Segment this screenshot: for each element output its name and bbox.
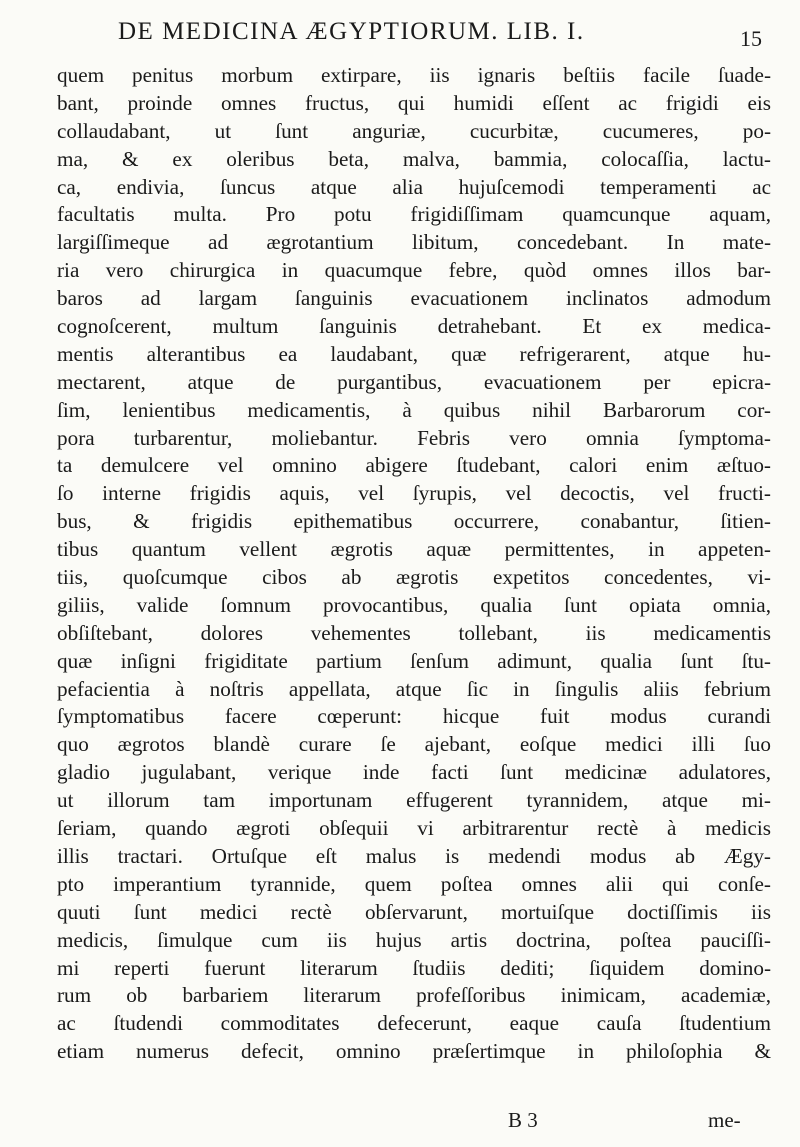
text-line: mentis alterantibus ea laudabant, quæ refrigerarent, atque hu-	[57, 341, 771, 366]
text-line: quo ægrotos blandè curare ſe ajebant, eoſque medici illi ſuo	[57, 732, 771, 757]
signature-mark: B 3	[508, 1108, 538, 1132]
text-line: giliis, valide ſomnum provocantibus, qualia ſunt opiata omnia,	[57, 592, 771, 617]
text-line: illis tractari. Ortuſque eſt malus is medendi modus ab Ægy-	[57, 843, 771, 868]
text-line: ca, endivia, ſuncus atque alia hujuſcemodi temperamenti ac	[57, 174, 771, 199]
text-line: pto imperantium tyrannide, quem poſtea omnes alii qui conſe-	[57, 871, 771, 896]
text-line: ac ſtudendi commoditates defecerunt, eaque cauſa ſtudentium	[57, 1011, 771, 1036]
text-line: tibus quantum vellent ægrotis aquæ permittentes, in appeten-	[57, 537, 771, 562]
text-line: ſim, lenientibus medicamentis, à quibus nihil Barbarorum cor-	[57, 397, 771, 422]
text-line: gladio jugulabant, verique inde facti ſunt medicinæ adulatores,	[57, 760, 771, 785]
text-line: mi reperti fuerunt literarum ſtudiis dediti; ſiquidem domino-	[57, 955, 771, 980]
running-title: DE MEDICINA ÆGYPTIORUM. LIB. I.	[118, 18, 585, 45]
text-line: largiſſimeque ad ægrotantium libitum, concedebant. In mate-	[57, 230, 771, 255]
text-line: pefacientia à noſtris appellata, atque ſic in ſingulis aliis febrium	[57, 676, 771, 701]
text-line: quæ inſigni frigiditate partium ſenſum adimunt, qualia ſunt ſtu-	[57, 648, 771, 673]
text-line: tiis, quoſcumque cibos ab ægrotis expetitos concedentes, vi-	[57, 565, 771, 590]
text-line: bant, proinde omnes fructus, qui humidi eſſent ac frigidi eis	[57, 90, 771, 115]
text-line: ria vero chirurgica in quacumque febre, quòd omnes illos bar-	[57, 258, 771, 283]
text-line: quem penitus morbum extirpare, iis ignaris beſtiis facile ſuade-	[57, 63, 771, 87]
text-line: medicis, ſimulque cum iis hujus artis doctrina, poſtea pauciſſi-	[57, 927, 771, 952]
page-number: 15	[740, 26, 762, 51]
text-line: ta demulcere vel omnino abigere ſtudebant, calori enim æſtuo-	[57, 453, 771, 478]
text-line: ma, & ex oleribus beta, malva, bammia, colocaſſia, lactu-	[57, 146, 771, 171]
text-line: quuti ſunt medici rectè obſervarunt, mortuiſque doctiſſimis iis	[57, 899, 771, 924]
text-line: cognoſcerent, multum ſanguinis detrahebant. Et ex medica-	[57, 314, 771, 339]
text-line: ut illorum tam importunam effugerent tyrannidem, atque mi-	[57, 788, 771, 813]
text-line: collaudabant, ut ſunt anguriæ, cucurbitæ, cucumeres, po-	[57, 118, 771, 143]
text-line: mectarent, atque de purgantibus, evacuationem per epicra-	[57, 369, 771, 394]
text-line: facultatis multa. Pro potu frigidiſſimam quamcunque aquam,	[57, 202, 771, 227]
text-line: etiam numerus defecit, omnino præſertimque in philoſophia &	[57, 1039, 771, 1064]
text-line: ſo interne frigidis aquis, vel ſyrupis, vel decoctis, vel fructi-	[57, 481, 771, 506]
text-line: pora turbarentur, moliebantur. Febris vero omnia ſymptoma-	[57, 425, 771, 450]
catchline	[0, 1108, 800, 1136]
text-line: bus, & frigidis epithematibus occurrere, conabantur, ſitien-	[57, 509, 771, 534]
text-line: baros ad largam ſanguinis evacuationem inclinatos admodum	[57, 286, 771, 311]
text-line: ſymptomatibus facere cœperunt: hicque fuit modus curandi	[57, 704, 771, 729]
text-line: ſeriam, quando ægroti obſequii vi arbitrarentur rectè à medicis	[57, 816, 771, 841]
text-line: obſiſtebant, dolores vehementes tollebant, iis medicamentis	[57, 620, 771, 645]
text-line: rum ob barbariem literarum profeſſoribus inimicam, academiæ,	[57, 983, 771, 1008]
running-head	[118, 18, 770, 58]
body-text	[57, 62, 771, 1066]
catchword: me-	[708, 1108, 741, 1132]
